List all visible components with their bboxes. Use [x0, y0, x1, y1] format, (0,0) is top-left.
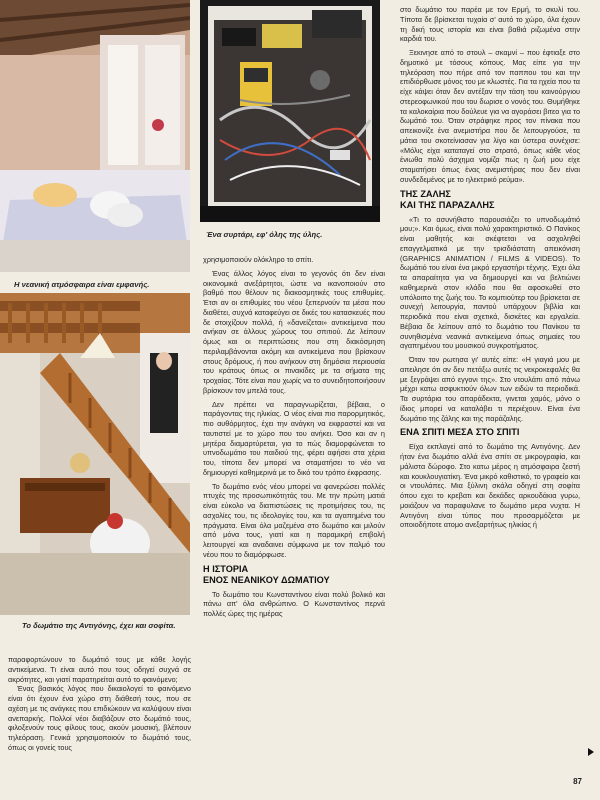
middle-paragraph: Δεν πρέπει να παραγνωρίζεται, βέβαια, ο παράγοντας της ηλικίας. Ο νέος είναι πιο παρορμητικός, πιο αυθόρμητος, έχει την ανάγκη να εκφραστεί και να ταυτιστεί με το χώρο που του ανήκει. Όσο και αν η μητέρα διαμαρτύρεται, για το πώς διαμορφώνεται το υπνοδωμάτιο του παιδιού της, φέρει αφήσει στα χέρια του, τίποτα δεν μπορεί να σταματήσει το νέο να δημιουργεί καθημερινά με το δικό του τρόπο έκφρασης. — [203, 399, 385, 477]
right-paragraph: Είχα εκπλαγεί από το δωμάτιο της Αντιγόνης. Δεν ήταν ένα δωμάτιο αλλά ένα σπίτι σε μικρογραφία, και μάλιστα δώροφο. Στο κατω μέρος η ατμόσφαιρα ζεστή και κουκλουγιατίκη. Ένα μικρό καθιστικό, το γραφείο και οι ντουλάπες. Μια ξύλινη σκάλα οδηγεί στη σοφίτα όπου εχει το κρεβατι και δεκάδες αρκουδάκια γυρω, μοιάζουν να παραφυλανε το δωμάτιο μερα νυχτα. Η Αντιγόνη είναι τύπος που προσαρμόζεται με οποιοδήποτε ατομο ανεξαρτήτως ηλικίας ή — [400, 442, 580, 530]
photo-bedroom — [0, 0, 190, 272]
middle-paragraph: Ένας άλλος λόγος είναι το γεγονός ότι δεν είναι οικονομικά ανεξάρτητοι, ώστε να ικανοποιούν στο βαθμό που θέλουν τις διακοσμητικές τους επιθυμίες. Έτσι αν οι επιθυμίες του νέου ξεπερνούν τα μέσα που διαθέτει, συχνά καταφεύγει σε δικές του κατασκευές που δε στοιχίζουν πολλά, ή «δανείζεται» αντικείμενα που ανήκαν σε άλλους χώρους του σπιτιού. Δε λείπουν όμως και οι περιπτώσεις που στη διακόσμηση περιλαμβάνονται ακόμη και αντικείμενα που βρίσκουν στους δρόμους, ή που ανήκουν στη δημόσια περιουσία του κράτους όπως οι πινακίδες με τα σήματα της τροχαίας. Τότε είναι που χωρίς να το συνειδητοποιήσουν βρίσκουν τον μπελά τους. — [203, 268, 385, 395]
right-paragraph: Όταν τον ρωτησα γι' αυτές είπε: «Η γιαγιά μου με απειλησε ότι αν δεν πετάξω αυτές τις νεκροκεφαλές θα με ξεγράψει από εγγονι της». Στο ντουλάπι από πάνω μέχρι κατω ασφυκτιούν όλων των ειδών τα περιοδικά. Τα συρτάρια του απαράδεκτα, γινεται χαμός, μόνο ο ίδιος μπορεί να καταλάβει τι περιέχουν. Είναι ένα δωμάτιο της ζάλης και της παράζαλης. — [400, 355, 580, 423]
heading-history: Η ΙΣΤΟΡΙΑ — [203, 563, 249, 574]
middle-column — [203, 255, 385, 775]
left-paragraph: παραφορτώνουν το δωμάτιό τους με κάθε λογής αντικείμενα. Τι είναι αυτό που τους οδηγεί συχνά σε ακρότητες, και γιατί παρατηρείται αυτό το φαινόμενο; — [8, 655, 191, 684]
page-number: 87 — [573, 777, 582, 786]
photo-loft-room — [0, 293, 190, 615]
right-paragraph: «Τι το ασυνήθιστο παρουσιάζει το υπνοδωμάτιό μου;». Και όμως, είναι πολύ χαρακτηριστικό. Ο Πανίκος είναι μαθητής και σκέφτεται να ασχοληθεί επαγγελματικά με την τρισδιάστατη απεικόνιση (GRAPHICS ANIMATION / FILMS & VIDEOS). Το δωμάτιό του είναι ένα μικρό εργαστήρι τέχνης. Έχει όλα τα απαραίτητα για να δημιουργεί και να βελτιώνει καθημερινά στον κλάδο που θα αφοσιωθεί στο υπόλοιπο της ζωής του. Το κομπιούτερ του βρίσκεται σε συνεχή λειτουργία, παντού υπάρχουν βιβλία και περιοδικά που είναι σχετικά, δισκέτες και εργαλεία. Βέβαια δε λείπουν από το δωμάτιο του Πανίκου τα συνηθισμένα νεανικά αντικείμενα όπως σημαίες του αγαπημένου του μουσικού συγκροτήματος. — [400, 214, 580, 351]
photo-loft-room-graphic — [0, 293, 190, 615]
photo-bedroom-graphic — [0, 0, 190, 272]
photo-drawer-graphic — [200, 0, 380, 222]
left-paragraph: Ένας βασικός λόγος που δικαιολογεί το φαινόμενο είναι ότι έχουν ένα χώρο στη διάθεσή τους, που σε αχέση με τις ανάγκες που επιδιώκουν να καλύψουν είναι ανεπαρκής. Πολλοί νέοι διαβάζουν στο δωμάτιό τους, φιλοξενούν τους φίλους τους, ακούν μουσική, βλέπουν τηλεόραση. Γενικά χρησιμοποιούν το δωμάτιό τους, όπως οι γονείς τους — [8, 684, 191, 752]
middle-paragraph: Το δωμάτιο ενός νέου μπορεί να φανερώσει πολλές πτυχές της προσωπικότητάς του. Με την πρώτη ματιά είναι εύκολο να διαπιστώσεις τις προτιμήσεις του, τις ασχολίες του, τις ιδεολογίες του, και τα αγαπημένα του πράγματα. Είναι όλα μαζεμένα στο δωμάτιο και μιλούν από μόνα τους, γιατί και η παραμικρή επιβολή λειτουργεί και αναδαινει σύμφωνα με τον παλμό του νέου που το διαμόρφωσε. — [203, 481, 385, 559]
right-column — [400, 5, 580, 775]
left-column — [8, 655, 191, 775]
middle-paragraph: χρησιμοποιούν ολόκληρο το σπίτι. — [203, 255, 314, 264]
right-paragraph: στο δωμάτιο του παρέα με τον Ερμή, το σκυλί του. Τίποτα δε βρίσκεται τυχαία σ' αυτό το χώρο, όλα έχουν τη δική τους ιστορία και είναι βαθιά ριζωμένα στην καρδιά του. — [400, 5, 580, 44]
heading-parazalis: ΚΑΙ ΤΗΣ ΠΑΡΑΖΑΛΗΣ — [400, 199, 495, 210]
continue-arrow-icon — [588, 748, 594, 756]
heading-youth-room: ΕΝΟΣ ΝΕΑΝΙΚΟΥ ΔΩΜΑΤΙΟΥ — [203, 574, 330, 585]
photo-drawer — [200, 0, 380, 222]
middle-paragraph: Το δωμάτιο του Κωνσταντίνου είναι πολύ βολικό και πάνω απ' όλα ανθρώπινο. Ο Κωνσταντίνος περνά πολλές ώρες της ημέρας — [203, 589, 385, 618]
right-paragraph: Ξεκινησε από το στουλ – σκαμνί – που έφτιαξε στο δημοτικό με τόσους κόπους. Μας είπε για την τηλεόραση που πήρε από τον παππου του και την επιδιόρθωσε μόνος του με κλωστές. Για τα ηχεία που τα είχε κάψει όταν δεν αντέξαν την τάση του καινούργιου στερεοφωνικού που του δωρισε ο νονός του. Θυμήθηκε τα καλοκαίρια που δούλευε για να αγοράσει βιτεο για το δωμάτιό του. Όταν στράφηκε προς τον πίνακα που απεικονίζε ένα ανεμιστήρα που δε λειτουργούσε, τα μάτια του σκοτείνιασαν για λίγο και ύστερα συνέχισε: «Μόλις είχα καταταγεί στο στρατό, όπως κάθε νέος ένιωθα πολύ άσχημα νομίζα πως η ζωή μου είχε σταματήσει όπως ένας ανεμιστήρας που δεν είναι συνδεδεμένος με το ηλεκτρικό ρεύμα». — [400, 48, 580, 184]
caption-top-middle: Ένα συρτάρι, εφ' όλης της ύλης. — [206, 230, 323, 239]
heading-house-in-house: ΕΝΑ ΣΠΙΤΙ ΜΕΣΑ ΣΤΟ ΣΠΙΤΙ — [400, 427, 520, 438]
heading-zalis: ΤΗΣ ΖΑΛΗΣ — [400, 188, 451, 199]
caption-top-left: Η νεανική ατμόσφαιρα είναι εμφανής. — [14, 280, 150, 289]
caption-bottom-left: Το δωμάτιο της Αντιγόνης, έχει και σοφίτα. — [22, 621, 176, 630]
